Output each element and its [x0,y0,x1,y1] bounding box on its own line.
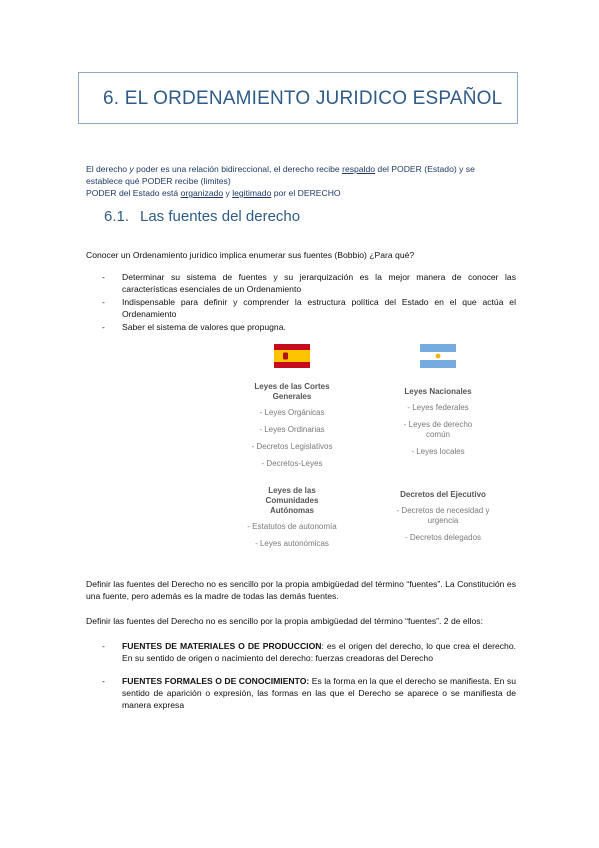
paragraph-fuentes-1: Definir las fuentes del Derecho no es sencillo por la propia ambigüedad del término “fuentes”. La Constitución es una fuente, pero además es la madre de todas las demás fuentes. [86,579,516,601]
section-number: 6.1. [104,208,130,225]
intro-line-2: establece qué PODER recibe (limites) [86,176,231,186]
intro-line-3 [86,187,526,199]
block-item: - Leyes Orgánicas [259,408,325,417]
page-title: 6. EL ORDENAMIENTO JURIDICO ESPAÑOL [103,88,503,109]
intro-text: poder es una relación bidireccional, el derecho recibe [133,164,343,174]
definition-text: Es la forma en la que el derecho se manifiesta. En su sentido de aparición o expresión, las formas en las que el Derecho se aparece o se manifiesta de manera expresa [122,676,516,710]
intro-text: y [129,164,134,174]
title-box [78,72,518,124]
spain-flag-icon [274,344,310,368]
argentina-flag-icon [420,344,456,368]
list-item: - Indispensable para definir y comprender la estructura política del Estado en el que actúa el Ordenamiento [102,297,516,319]
definition-text: : es el origen del derecho, lo que crea el derecho. En su sentido de origen o nacimiento del derecho: fuerzas creadoras del Derecho [122,641,516,663]
block-item: - Leyes Ordinarias [259,425,325,434]
cortes-generales-block [230,382,354,476]
definition-term: FUENTES FORMALES O DE CONOCIMIENTO: [122,676,310,686]
paragraph-fuentes-2: Definir las fuentes del Derecho no es sencillo por la propia ambigüedad del término “fuentes”. 2 de ellos: [86,616,483,626]
block-title: Leyes Nacionales [404,387,472,396]
block-item: - Decretos-Leyes [261,459,323,468]
list-item-text: Saber el sistema de valores que propugna. [122,322,286,332]
list-item: - FUENTES DE MATERIALES O DE PRODUCCION: es el origen del derecho, lo que crea el derecho. En su sentido de origen o nacimiento del derecho: fuerzas creadoras del Derecho [102,641,516,663]
comunidades-autonomas-block [230,486,354,556]
decretos-ejecutivo-block [376,490,510,550]
block-item: - Leyes autonómicas [255,539,329,548]
block-title: Leyes de las Cortes Generales [254,382,330,401]
list-item-text: Indispensable para definir y comprender la estructura política del Estado en el que actúa el Ordenamiento [122,297,516,319]
block-item: - Estatutos de autonomía [247,522,337,531]
bullet-list [86,271,516,334]
section-heading [104,208,300,225]
block-item: urgencia [427,516,459,525]
list-item: - Determinar su sistema de fuentes y su jerarquización es la mejor manera de conocer las características esenciales de un Ordenamiento [102,272,516,294]
intro-text: PODER del Estado está [86,188,181,198]
legal-sources-infographic [230,338,510,553]
definitions-list [86,640,516,712]
intro-underlined: respaldo [342,164,376,174]
block-item: - Leyes federales [407,403,469,412]
intro-underlined: legitimado [232,188,272,198]
block-title: Decretos del Ejecutivo [400,490,486,499]
question-paragraph: Conocer un Ordenamiento jurídico implica enumerar sus fuentes (Bobbio) ¿Para qué? [86,250,415,260]
block-item: común [425,430,450,439]
intro-paragraph [86,163,526,199]
list-item-text: Determinar su sistema de fuentes y su jerarquización es la mejor manera de conocer las características esenciales de un Ordenamiento [122,272,516,294]
intro-text: El derecho [86,164,130,174]
block-item: - Decretos delegados [404,533,482,542]
block-title: Leyes de las Comunidades Autónomas [265,486,319,515]
list-item: - FUENTES FORMALES O DE CONOCIMIENTO: Es la forma en la que el derecho se manifiesta. En su sentido de aparición o expresión, las formas en las que el Derecho se aparece o se manifiesta de manera expresa [102,676,516,710]
block-item: - Decretos Legislativos [251,442,333,451]
intro-text: del PODER (Estado) y se [375,164,475,174]
block-item: - Leyes locales [411,447,465,456]
block-item: - Leyes de derecho [403,420,473,429]
intro-underlined: organizado [180,188,224,198]
definition-term: FUENTES DE MATERIALES O DE PRODUCCION [122,641,322,651]
section-title: Las fuentes del derecho [140,208,301,225]
intro-text: y [223,188,233,198]
block-item: - Decretos de necesidad y [396,506,490,515]
intro-text: por el DERECHO [271,188,341,198]
list-item: - Saber el sistema de valores que propugna. [102,322,286,332]
leyes-nacionales-block [376,387,500,464]
intro-line-1 [86,163,526,175]
